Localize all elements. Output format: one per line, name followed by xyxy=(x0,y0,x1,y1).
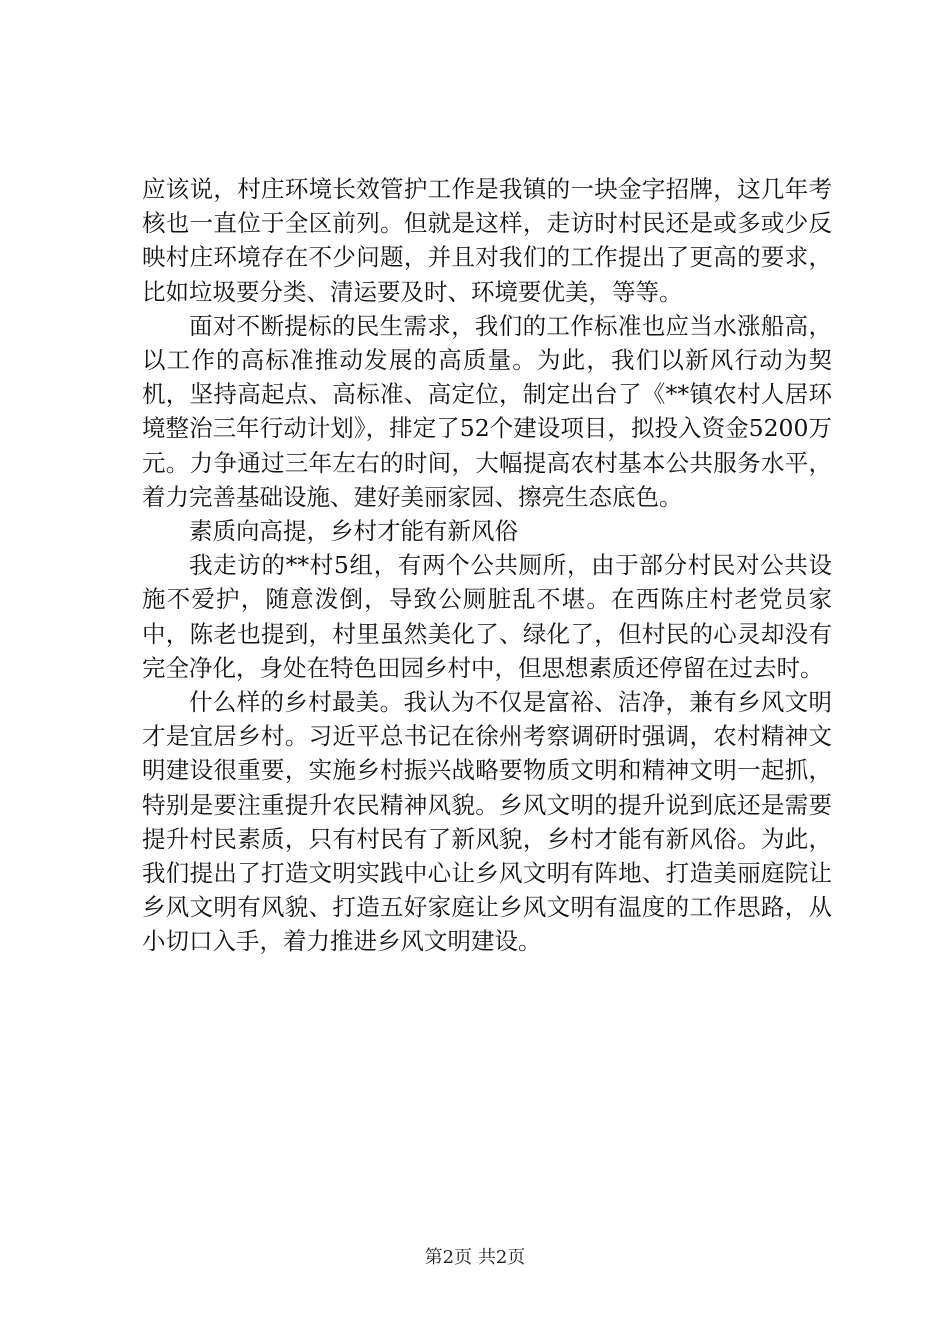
page-footer: 第2页 共2页 xyxy=(424,1247,526,1268)
document-body xyxy=(142,172,832,959)
paragraph-4: 什么样的乡村最美。我认为不仅是富裕、洁净，兼有乡风文明才是宜居乡村。习近平总书记在徐州考察调研时强调，农村精神文明建设很重要，实施乡村振兴战略要物质文明和精神文明一起抓，特别是要注重提升农民精神风貌。乡风文明的提升说到底还是需要提升村民素质，只有村民有了新风貌，乡村才能有新风俗。为此，我们提出了打造文明实践中心让乡风文明有阵地、打造美丽庭院让乡风文明有风貌、打造五好家庭让乡风文明有温度的工作思路，从小切口入手，着力推进乡风文明建设。 xyxy=(142,688,832,956)
paragraph-2: 面对不断提标的民生需求，我们的工作标准也应当水涨船高，以工作的高标准推动发展的高质量。为此，我们以新风行动为契机，坚持高起点、高标准、高定位，制定出台了《**镇农村人居环境整治三年行动计划》，排定了52个建设项目，拟投入资金5200万元。力争通过三年左右的时间，大幅提高农村基本公共服务水平，着力完善基础设施、建好美丽家园、擦亮生态底色。 xyxy=(142,311,832,511)
section-heading: 素质向高提，乡村才能有新风俗 xyxy=(189,517,518,546)
paragraph-3: 我走访的**村5组，有两个公共厕所，由于部分村民对公共设施不爱护，随意泼倒，导致公厕脏乱不堪。在西陈庄村老党员家中，陈老也提到，村里虽然美化了、绿化了，但村民的心灵却没有完全净化，身处在特色田园乡村中，但思想素质还停留在过去时。 xyxy=(142,551,832,682)
paragraph-1: 应该说，村庄环境长效管护工作是我镇的一块金字招牌，这几年考核也一直位于全区前列。但就是这样，走访时村民还是或多或少反映村庄环境存在不少问题，并且对我们的工作提出了更高的要求，比如垃圾要分类、清运要及时、环境要优美，等等。 xyxy=(142,175,832,306)
